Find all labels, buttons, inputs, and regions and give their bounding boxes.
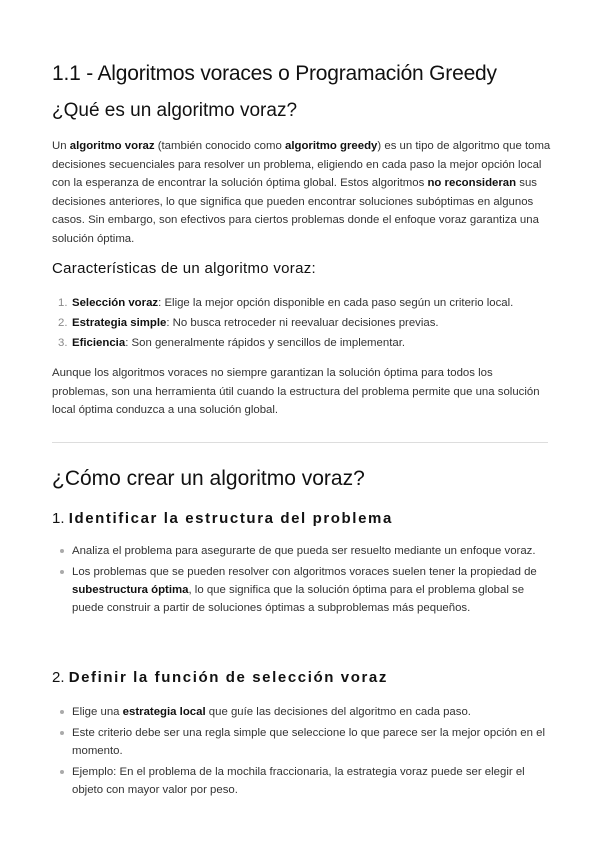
section-heading-how-to: ¿Cómo crear un algoritmo voraz? [52, 467, 365, 490]
list-desc: : Son generalmente rápidos y sencillos de implementar. [125, 337, 406, 349]
section-heading-what-is: ¿Qué es un algoritmo voraz? [52, 100, 298, 121]
list-item [52, 724, 552, 760]
bullet-icon [60, 710, 64, 714]
bullet-icon [60, 570, 64, 574]
list-text: , lo que significa que la solución óptima para el problema global se puede construir a partir de soluciones óptimas a subproblemas más pequeños. [72, 584, 525, 614]
list-desc: : No busca retroceder ni reevaluar decisiones previas. [166, 317, 439, 329]
step-1-heading [52, 510, 393, 527]
list-text: Analiza el problema para asegurarte de que pueda ser resuelto mediante un enfoque voraz. [72, 545, 536, 557]
section-divider [52, 442, 548, 443]
intro-text-4: sus decisiones anteriores, lo que significa que pueden encontrar soluciones subóptimas en algunos casos. Sin embargo, son efectivos para ciertos problemas donde el enfoque voraz garantiza una solución óptima. [52, 177, 539, 245]
list-text: Elige una [72, 706, 123, 718]
list-text: Ejemplo: En el problema de la mochila fraccionaria, la estrategia voraz puede ser elegir el objeto con mayor valor por peso. [72, 766, 525, 796]
intro-bold-2: algoritmo greedy [284, 140, 378, 152]
list-bold: estrategia local [122, 706, 206, 718]
list-number: 2. [58, 317, 68, 329]
step-2-heading [52, 669, 388, 686]
intro-text-1: Un [52, 140, 70, 152]
bullet-icon [60, 770, 64, 774]
list-item [52, 293, 552, 313]
list-desc: : Elige la mejor opción disponible en cada paso según un criterio local. [158, 297, 514, 309]
list-text: Los problemas que se pueden resolver con algoritmos voraces suelen tener la propiedad de [72, 566, 537, 578]
page-title: 1.1 - Algoritmos voraces o Programación Greedy [52, 62, 497, 85]
bullet-icon [60, 731, 64, 735]
list-number: 3. [58, 337, 68, 349]
list-bold: subestructura óptima [72, 584, 189, 596]
step-1-label: Identificar la estructura del problema [68, 510, 393, 527]
list-item [52, 763, 552, 799]
characteristics-heading: Características de un algoritmo voraz: [52, 260, 317, 277]
list-number: 1. [58, 297, 68, 309]
list-item [52, 313, 552, 333]
characteristics-list [52, 293, 552, 353]
step-2-label: Definir la función de selección voraz [68, 669, 388, 686]
list-term: Eficiencia [72, 337, 126, 349]
intro-text-3: ) es un tipo de algoritmo que toma decisiones secuenciales para resolver un problema, eligiendo en cada paso la mejor opción local con la esperanza de encontrar la solución óptima global. Estos algoritmos [52, 140, 551, 190]
intro-bold-3: no reconsideran [427, 177, 517, 190]
list-text: que guíe las decisiones del algoritmo en cada paso. [205, 706, 471, 718]
step-1-list [52, 542, 552, 620]
list-item [52, 542, 552, 560]
bullet-icon [60, 549, 64, 553]
intro-text-2: (también conocido como [154, 140, 285, 152]
list-item [52, 333, 552, 353]
list-term: Selección voraz [72, 297, 159, 309]
step-2-number: 2. [52, 669, 69, 686]
closing-paragraph: Aunque los algoritmos voraces no siempre garantizan la solución óptima para todos los problemas, son una herramienta útil cuando la estructura del problema permite que una solución local óptima conduzca a una solución global. [52, 367, 540, 417]
list-term: Estrategia simple [72, 317, 167, 329]
intro-paragraph [52, 137, 552, 249]
step-1-number: 1. [52, 510, 69, 527]
intro-bold-1: algoritmo voraz [69, 140, 155, 152]
list-text: Este criterio debe ser una regla simple que seleccione lo que parece ser la mejor opción en el momento. [72, 727, 545, 757]
list-item [52, 703, 552, 721]
step-2-list [52, 703, 552, 802]
list-item [52, 563, 552, 617]
